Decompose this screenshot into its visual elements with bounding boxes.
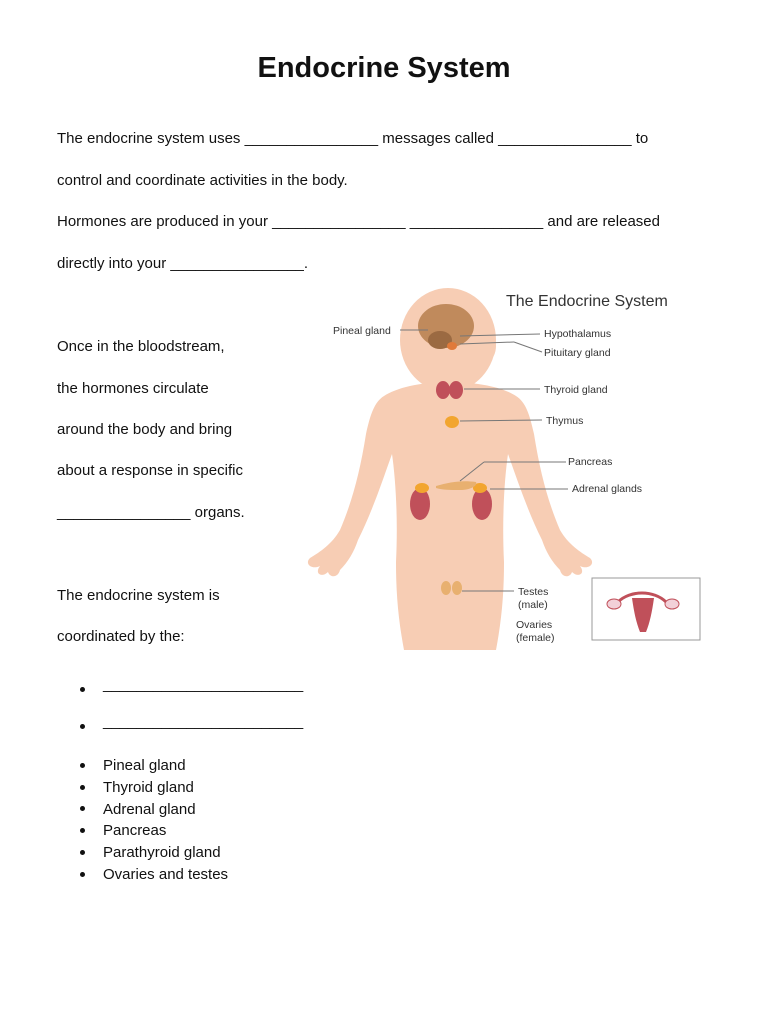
list-item: ________________________ [80,671,303,708]
list-item: Thyroid gland [80,777,228,799]
paragraph-line-7: around the body and bring [57,421,233,438]
thymus-icon [445,416,459,428]
paragraph-line-10: The endocrine system is [57,587,220,604]
page-title: Endocrine System [257,52,511,84]
paragraph-line-11: coordinated by the: [57,628,185,645]
label-ovaries: Ovaries [516,619,553,631]
list-item: ________________________ [80,708,303,745]
paragraph-line-6: the hormones circulate [57,380,209,397]
label-hypothalamus: Hypothalamus [544,328,612,340]
label-testes: Testes [518,586,549,598]
label-pancreas: Pancreas [568,456,613,468]
paragraph-line-8: about a response in specific [57,462,243,479]
paragraph-line-2: control and coordinate activities in the body. [57,172,348,189]
list-item: Pineal gland [80,755,228,777]
list-item: Parathyroid gland [80,842,228,864]
paragraph-line-4: directly into your ________________. [57,255,309,272]
list-item: Adrenal gland [80,799,228,821]
diagram-title: The Endocrine System [506,293,668,310]
endocrine-diagram [300,282,705,654]
paragraph-line-9: ________________ organs. [57,504,245,521]
label-thyroid: Thyroid gland [544,384,608,396]
blank-bullet-list [80,671,303,745]
label-ovaries-note: (female) [516,632,555,644]
paragraph-line-5: Once in the bloodstream, [57,338,225,355]
label-pituitary: Pituitary gland [544,347,611,359]
label-thymus: Thymus [546,415,584,427]
list-item: Ovaries and testes [80,864,228,886]
label-testes-note: (male) [518,599,548,611]
list-item: Pancreas [80,820,228,842]
ovaries-inset [592,578,700,640]
label-adrenal: Adrenal glands [572,483,643,495]
paragraph-line-1: The endocrine system uses ________________ messages called ________________ to [57,130,649,147]
label-pineal: Pineal gland [333,325,391,337]
gland-bullet-list [80,755,228,886]
paragraph-line-3: Hormones are produced in your ________________ ________________ and are released [57,213,660,230]
